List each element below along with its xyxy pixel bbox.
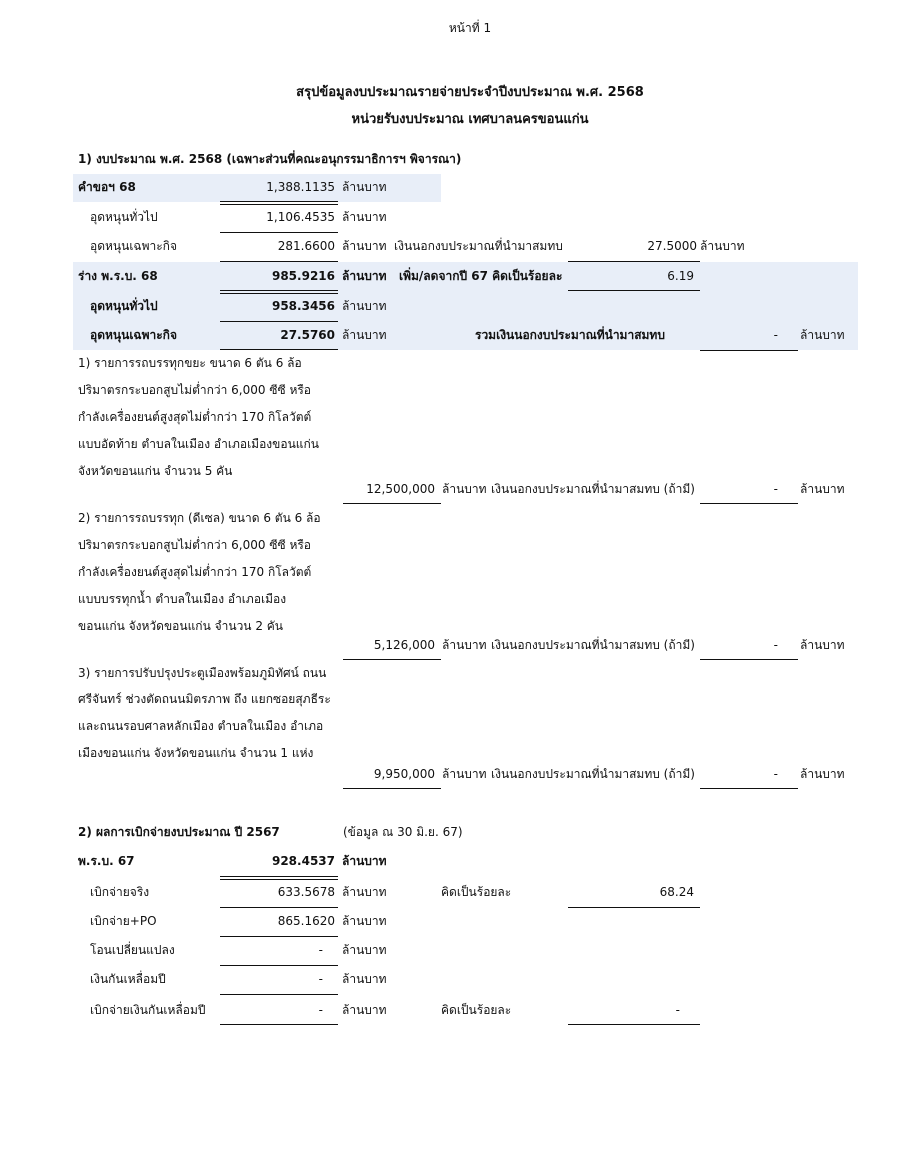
item-1-line: จังหวัดขอนแก่น จำนวน 5 คัน [78,464,233,478]
draft-general-value: 958.3456 [271,299,335,313]
item-3-extra-label: เงินนอกงบประมาณที่นำมาสมทบ (ถ้ามี) [491,767,695,781]
disbursed-value: 633.5678 [277,885,335,899]
carryover-disbursed-label: เบิกจ่ายเงินกันเหลื่อมปี [90,1003,206,1017]
item-3-line: ศรีจันทร์ ช่วงตัดถนนมิตรภาพ ถึง แยกซอยสุภธีระ [78,692,331,706]
request-label: คำขอฯ 68 [78,180,136,194]
item-2-extra-value: - [773,638,778,652]
item-3-amount: 9,950,000 [373,767,435,781]
request-value: 1,388.1135 [266,180,335,194]
request-specific-value: 281.6600 [277,239,335,253]
carryover-pct-label: คิดเป็นร้อยละ [441,1003,512,1017]
unit-label: ล้านบาท [342,885,387,899]
request-general-label: อุดหนุนทั่วไป [90,210,158,224]
underline [220,232,338,233]
unit-label: ล้านบาท [342,210,387,224]
item-1-extra-value: - [773,482,778,496]
draft-change-value: 6.19 [667,269,694,283]
underline [220,321,338,322]
draft-specific-value: 27.5760 [280,328,335,342]
underline [220,1024,338,1025]
unit-label: ล้านบาท [342,328,387,342]
section2-note: (ข้อมูล ณ 30 มิ.ย. 67) [343,825,463,839]
item-1-line: กำลังเครื่องยนต์สูงสุดไม่ต่ำกว่า 170 กิโลวัตต์ [78,410,312,424]
double-underline [220,290,338,294]
underline [343,788,441,789]
item-3-line: 3) รายการปรับปรุงประตูเมืองพร้อมภูมิทัศน์ ถนน [78,666,327,680]
unit-label: ล้านบาท [342,972,387,986]
unit-label: ล้านบาท [800,638,845,652]
underline [568,290,700,291]
item-1-extra-label: เงินนอกงบประมาณที่นำมาสมทบ (ถ้ามี) [491,482,695,496]
unit-label: ล้านบาท [800,482,845,496]
item-2-line: 2) รายการรถบรรทุก (ดีเซล) ขนาด 6 ตัน 6 ล้อ [78,511,321,525]
unit-label: ล้านบาท [700,239,745,253]
underline [220,349,338,350]
underline [700,788,798,789]
item-2-line: ขอนแก่น จังหวัดขอนแก่น จำนวน 2 คัน [78,619,284,633]
disbursed-po-label: เบิกจ่าย+PO [90,914,157,928]
underline [700,503,798,504]
underline [568,261,700,262]
double-underline [220,201,338,205]
item-3-line: และถนนรอบศาลหลักเมือง ตำบลในเมือง อำเภอ [78,719,324,733]
underline [343,503,441,504]
unit-label: ล้านบาท [342,914,387,928]
unit-label: ล้านบาท [800,328,845,342]
transfer-value: - [318,943,323,957]
document-subtitle: หน่วยรับงบประมาณ เทศบาลนครขอนแก่น [351,112,589,127]
section2-heading: 2) ผลการเบิกจ่ายงบประมาณ ปี 2567 [78,825,280,839]
underline [343,659,441,660]
item-2-line: ปริมาตรกระบอกสูบไม่ต่ำกว่า 6,000 ซีซี หรือ [78,538,312,552]
carryover-value: - [318,972,323,986]
item-1-line: ปริมาตรกระบอกสูบไม่ต่ำกว่า 6,000 ซีซี หรือ [78,383,312,397]
carryover-label: เงินกันเหลื่อมปี [90,972,166,986]
item-3-line: เมืองขอนแก่น จังหวัดขอนแก่น จำนวน 1 แห่ง [78,746,314,760]
item-2-line: แบบบรรทุกน้ำ ตำบลในเมือง อำเภอเมือง [78,592,287,606]
request-specific-label: อุดหนุนเฉพาะกิจ [90,239,177,253]
request-extra-label: เงินนอกงบประมาณที่นำมาสมทบ [394,239,563,253]
draft-change-label: เพิ่ม/ลดจากปี 67 คิดเป็นร้อยละ [399,269,563,283]
underline [220,965,338,966]
unit-label: ล้านบาท [342,943,387,957]
transfer-label: โอนเปลี่ยนแปลง [90,943,175,957]
total-extra-label: รวมเงินนอกงบประมาณที่นำมาสมทบ [475,328,665,342]
disbursed-pct-value: 68.24 [659,885,694,899]
draft-specific-label: อุดหนุนเฉพาะกิจ [90,328,177,342]
page-number: หน้าที่ 1 [448,21,492,35]
underline [568,907,700,908]
section1-heading: 1) งบประมาณ พ.ศ. 2568 (เฉพาะส่วนที่คณะอนุกรรมาธิการฯ พิจารณา) [78,152,462,166]
request-general-value: 1,106.4535 [266,210,335,224]
document-title: สรุปข้อมูลงบประมาณรายจ่ายประจำปีงบประมาณ พ.ศ. 2568 [296,85,644,100]
item-3-unit: ล้านบาท [442,767,487,781]
item-2-unit: ล้านบาท [442,638,487,652]
disbursed-pct-label: คิดเป็นร้อยละ [441,885,512,899]
draft-general-label: อุดหนุนทั่วไป [90,299,158,313]
carryover-disbursed-value: - [318,1003,323,1017]
underline [568,1024,700,1025]
item-3-extra-value: - [773,767,778,781]
unit-label: ล้านบาท [342,269,387,283]
unit-label: ล้านบาท [342,239,387,253]
act-value: 928.4537 [271,854,335,868]
item-1-amount: 12,500,000 [366,482,435,496]
draft-label: ร่าง พ.ร.บ. 68 [78,269,158,283]
act-label: พ.ร.บ. 67 [78,854,135,868]
request-extra-value: 27.5000 [647,239,697,253]
unit-label: ล้านบาท [342,180,387,194]
unit-label: ล้านบาท [342,299,387,313]
underline [220,994,338,995]
item-1-line: 1) รายการรถบรรทุกขยะ ขนาด 6 ตัน 6 ล้อ [78,356,302,370]
item-1-line: แบบอัดท้าย ตำบลในเมือง อำเภอเมืองขอนแก่น [78,437,319,451]
unit-label: ล้านบาท [342,1003,387,1017]
underline [700,350,798,351]
unit-label: ล้านบาท [800,767,845,781]
disbursed-po-value: 865.1620 [277,914,335,928]
draft-value: 985.9216 [271,269,335,283]
unit-label: ล้านบาท [342,854,387,868]
item-1-unit: ล้านบาท [442,482,487,496]
item-2-extra-label: เงินนอกงบประมาณที่นำมาสมทบ (ถ้ามี) [491,638,695,652]
disbursed-label: เบิกจ่ายจริง [90,885,150,899]
carryover-pct-value: - [675,1003,680,1017]
double-underline [220,876,338,880]
underline [220,907,338,908]
item-2-line: กำลังเครื่องยนต์สูงสุดไม่ต่ำกว่า 170 กิโลวัตต์ [78,565,312,579]
total-extra-value: - [773,328,778,342]
underline [700,659,798,660]
underline [220,261,338,262]
underline [220,936,338,937]
item-2-amount: 5,126,000 [373,638,435,652]
